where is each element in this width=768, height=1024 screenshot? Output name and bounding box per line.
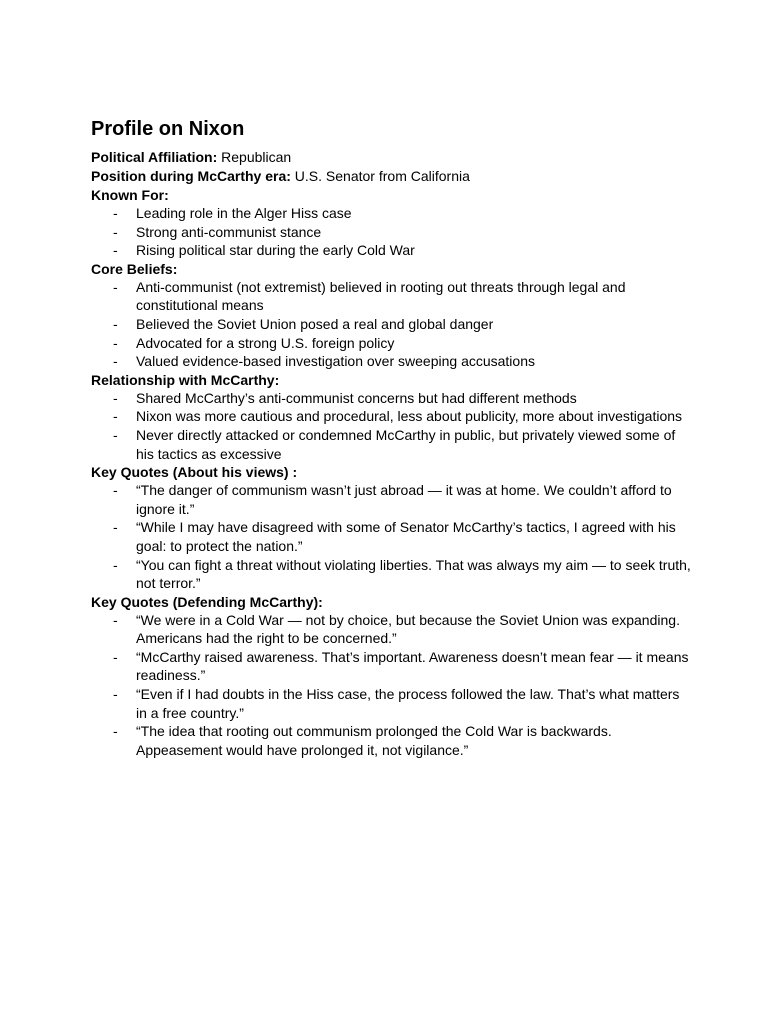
quotes-defending-list: [91, 611, 691, 760]
bullet-dash: -: [113, 315, 118, 332]
bullet-dash: -: [113, 482, 118, 499]
list-item-text: Leading role in the Alger Hiss case: [136, 205, 352, 221]
list-item: [91, 241, 691, 260]
list-item-text: “We were in a Cold War — not by choice, but because the Soviet Union was expanding. Americans had the right to be concerned.”: [136, 611, 680, 647]
bullet-dash: -: [113, 556, 118, 573]
list-item: [91, 611, 691, 648]
bullet-dash: -: [113, 686, 118, 703]
list-item: [91, 352, 691, 371]
bullet-dash: -: [113, 611, 118, 628]
section-quotes-views: [91, 463, 691, 593]
list-item-text: Never directly attacked or condemned McCarthy in public, but privately viewed some of his tactics as excessive: [136, 426, 676, 462]
relationship-list: [91, 389, 691, 463]
section-relationship: [91, 371, 691, 463]
list-item: [91, 481, 691, 518]
bullet-dash: -: [113, 426, 118, 443]
list-item: [91, 389, 691, 408]
page-title: Profile on Nixon: [91, 118, 245, 140]
list-item-text: “The idea that rooting out communism prolonged the Cold War is backwards. Appeasement would have prolonged it, not vigilance.”: [136, 723, 612, 758]
list-item: [91, 426, 691, 463]
position-label: Position during McCarthy era:: [91, 168, 291, 184]
document-content: [91, 116, 691, 759]
list-item-text: “You can fight a threat without violating liberties. That was always my aim — to seek truth, not terror.”: [136, 556, 691, 592]
list-item: [91, 204, 691, 223]
list-item-text: “The danger of communism wasn’t just abroad — it was at home. We couldn’t afford to ignore it.”: [136, 482, 672, 517]
quotes-views-list: [91, 481, 691, 593]
list-item-text: “McCarthy raised awareness. That’s important. Awareness doesn’t mean fear — it means readiness.”: [136, 648, 689, 684]
known-for-list: [91, 204, 691, 260]
bullet-dash: -: [113, 389, 118, 406]
list-item-text: Strong anti-communist stance: [136, 223, 322, 240]
bullet-dash: -: [113, 223, 118, 240]
political-affiliation: [91, 148, 691, 167]
list-item-text: Valued evidence-based investigation over sweeping accusations: [136, 353, 535, 370]
political-affiliation-value: Republican: [217, 149, 292, 165]
section-known-for: [91, 186, 691, 260]
bullet-dash: -: [113, 519, 118, 536]
list-item-text: Rising political star during the early Cold War: [136, 242, 415, 259]
list-item: [91, 223, 691, 242]
bullet-dash: -: [113, 205, 118, 221]
bullet-dash: -: [113, 334, 118, 351]
bullet-dash: -: [113, 242, 118, 259]
list-item: [91, 407, 691, 426]
quotes-views-heading: Key Quotes (About his views) :: [91, 464, 298, 481]
list-item-text: “Even if I had doubts in the Hiss case, the process followed the law. That’s what matters in a free country.”: [136, 686, 680, 721]
position-mccarthy-era: [91, 167, 691, 186]
list-item: [91, 518, 691, 555]
list-item-text: Nixon was more cautious and procedural, less about publicity, more about investigations: [136, 408, 683, 425]
list-item: [91, 685, 691, 722]
core-beliefs-heading: Core Beliefs:: [91, 260, 178, 277]
list-item: [91, 334, 691, 353]
list-item: [91, 648, 691, 685]
relationship-heading: Relationship with McCarthy:: [91, 371, 280, 388]
list-item-text: “While I may have disagreed with some of Senator McCarthy’s tactics, I agreed with his goal: to protect the nation.”: [136, 519, 676, 554]
bullet-dash: -: [113, 353, 118, 370]
bullet-dash: -: [113, 408, 118, 425]
list-item-text: Anti-communist (not extremist) believed in rooting out threats through legal and constitutional means: [136, 278, 626, 314]
known-for-heading: Known For:: [91, 187, 169, 203]
quotes-defending-heading: Key Quotes (Defending McCarthy):: [91, 593, 323, 610]
core-beliefs-list: [91, 278, 691, 371]
list-item-text: Advocated for a strong U.S. foreign policy: [136, 334, 395, 351]
political-affiliation-label: Political Affiliation:: [91, 149, 218, 165]
list-item: [91, 556, 691, 593]
bullet-dash: -: [113, 723, 118, 740]
list-item-text: Believed the Soviet Union posed a real and global danger: [136, 315, 494, 332]
section-core-beliefs: [91, 260, 691, 371]
list-item-text: Shared McCarthy’s anti-communist concerns but had different methods: [136, 389, 577, 406]
bullet-dash: -: [113, 648, 118, 665]
bullet-dash: -: [113, 278, 118, 295]
section-quotes-defending: [91, 593, 691, 760]
list-item: [91, 315, 691, 334]
list-item: [91, 722, 691, 759]
position-value: U.S. Senator from California: [290, 168, 470, 184]
list-item: [91, 278, 691, 315]
